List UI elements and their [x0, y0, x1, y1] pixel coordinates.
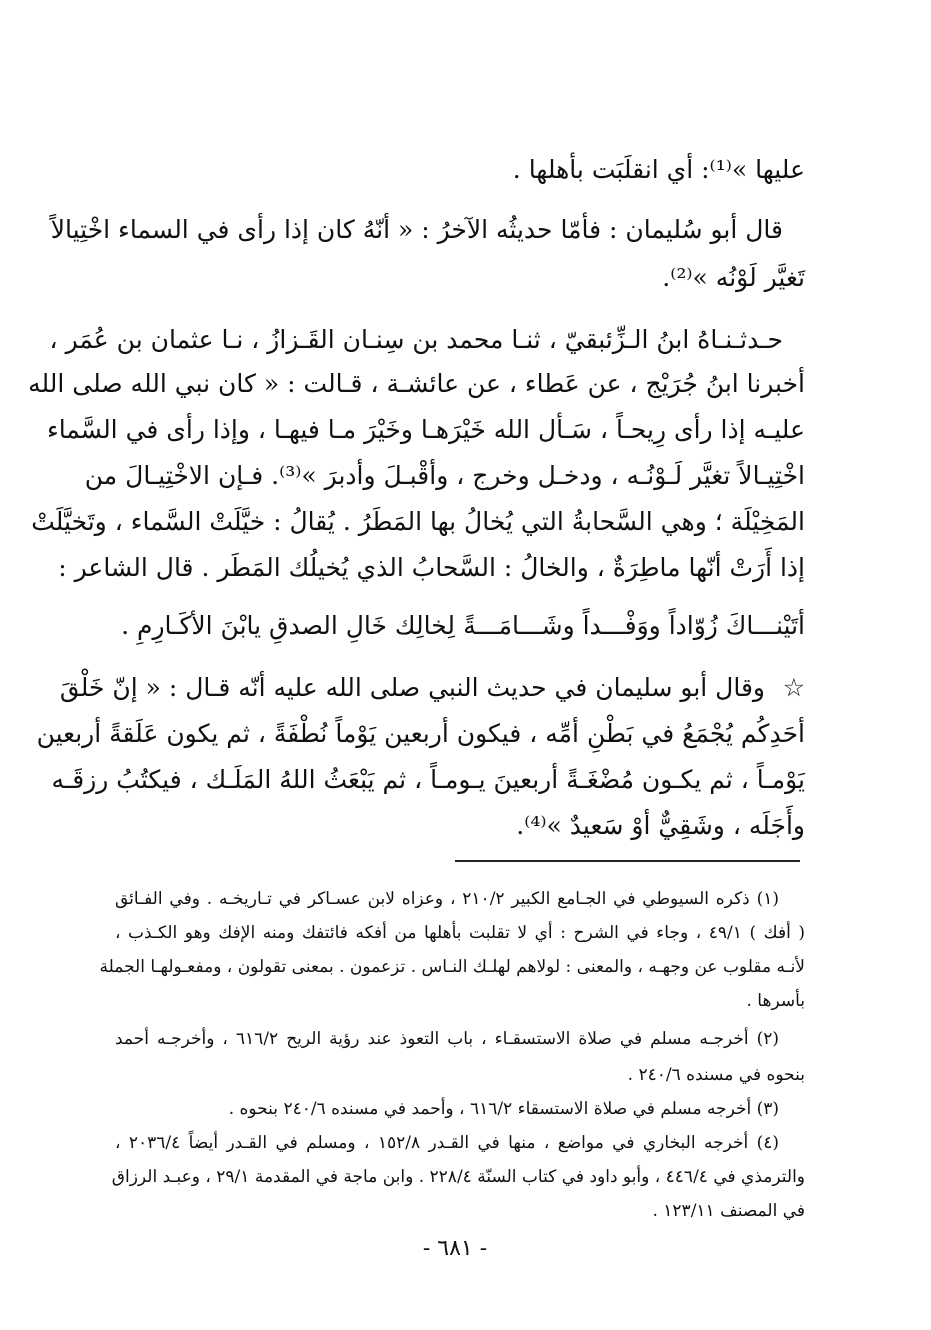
- footnote-line-1: (١) ذكره السيوطي في الجـامع الكبير ٢١٠/٢ ، وعزاه لابن عسـاكر في تـاريخـه . وفي الفـائق: [115, 889, 779, 909]
- footnote-line-2: ( أفك ) ٤٩/١ ، وجاء في الشرح : أي لا تقلبت بأهلها من أفكه فائتفك ومنه الإفك وهو الكـذب ،: [115, 923, 805, 943]
- footnote-line-3: لأنـه مقلوب عن وجهـه ، والمعنى : لولاهم لهلـك النـاس . تزعمون . بمعنى تقولون ، ومفعـولهـا الجملة: [99, 957, 805, 977]
- text-line-13: وأَجَلَه ، وشَقِيٌّ أوْ سَعيدٌ »⁽⁴⁾.: [516, 811, 805, 840]
- text-line-5: أخبرنا ابنُ جُرَيْج ، عن عَطاء ، عن عائشـة ، قـالت : « كان نبي الله صلى الله: [28, 369, 805, 398]
- text-line-12: يَوْمـاً ، ثم يكـون مُضْغَـةً أربعينَ يـومـاً ، ثم يَبْعَثُ اللهُ المَلَـك ، فيكتُبُ رزقَـه: [51, 765, 805, 794]
- text-line-3: تَغيَّر لَوْنُه »⁽²⁾.: [662, 263, 805, 292]
- footnote-line-10: في المصنف ١٢٣/١١ .: [652, 1201, 805, 1221]
- text-line-7: اخْتِيـالاً تغيَّر لَـوْنُـه ، ودخـل وخرج ، وأقْبـلَ وأدبرَ »⁽³⁾. فـإن الاخْتِيـالَ من: [84, 461, 805, 490]
- page-number: - ٦٨١ -: [422, 1236, 488, 1261]
- text-line-8: المَخِيْلَة ؛ وهي السَّحابةُ التي يُخالُ بها المَطَرُ . يُقالُ : خيَّلَتْ السَّماء ، وتَخيَّلَتْ: [31, 507, 805, 536]
- footnote-line-6: بنحوه في مسنده ٢٤٠/٦ .: [627, 1065, 805, 1085]
- text-line-9: إذا أَرَتْ أنّها ماطِرَةٌ ، والخالُ : السَّحابُ الذي يُخيلُك المَطَر . قال الشاعر :: [58, 553, 805, 582]
- text-line-1: عليها »⁽¹⁾: أي انقلَبَت بأهلها .: [512, 155, 805, 184]
- star-icon: ☆: [782, 673, 805, 702]
- footnote-divider: [455, 860, 800, 862]
- footnote-line-4: بأسرها .: [746, 991, 805, 1011]
- text-line-10: وقال أبو سليمان في حديث النبي صلى الله عليه أنّه قـال : « إنّ خَلْقَ: [59, 673, 765, 702]
- footnote-line-9: والترمذي في ٤٤٦/٤ ، وأبو داود في كتاب السنّة ٢٢٨/٤ . وابن ماجة في المقدمة ٢٩/١ ، وعبـد الرزاق: [111, 1167, 805, 1187]
- poem-hemistich-1: أتَيْنـــاكَ زُوّاداً ووَفْـــداً وشَـــامَـــةً: [463, 611, 805, 640]
- footnote-line-5: (٢) أخرجـه مسلم في صلاة الاستسقـاء ، باب التعوذ عند رؤية الريح ٦١٦/٢ ، وأخرجـه أحمد: [115, 1029, 780, 1049]
- text-line-6: عليـه إذا رأى رِيحـاً ، سَـأل الله خَيْرَهـا وخَيْرَ مـا فيهـا ، وإذا رأى في السَّماء: [46, 415, 805, 444]
- text-line-4: حـدثـنـاهُ ابنُ الـزِّئبقيّ ، ثنـا محمد بن سِنـان القَـزازُ ، نـا عثمان بن عُمَر ،: [49, 325, 783, 354]
- footnote-line-7: (٣) أخرجه مسلم في صلاة الاستسقاء ٦١٦/٢ ، وأحمد في مسنده ٢٤٠/٦ بنحوه .: [228, 1099, 779, 1119]
- footnote-line-8: (٤) أخرجه البخاري في مواضع ، منها في القـدر ١٥٢/٨ ، ومسلم في القـدر أيضاً ٢٠٣٦/٤ ،: [115, 1133, 780, 1153]
- text-line-2: قال أبو سُليمان : فأمّا حديثُه الآخرُ : « أنّهُ كان إذا رأى في السماء اخْتِيالاً: [50, 215, 783, 244]
- text-line-11: أحَدِكُم يُجْمَعُ في بَطْنِ أمِّه ، فيكون أربعين يَوْماً نُطْفَةً ، ثم يكون عَلَقةً أربعين: [36, 719, 805, 748]
- poem-hemistich-2: لِخالِك خَالِ الصدقِ يابْنَ الأكَـارِمِ .: [121, 611, 455, 640]
